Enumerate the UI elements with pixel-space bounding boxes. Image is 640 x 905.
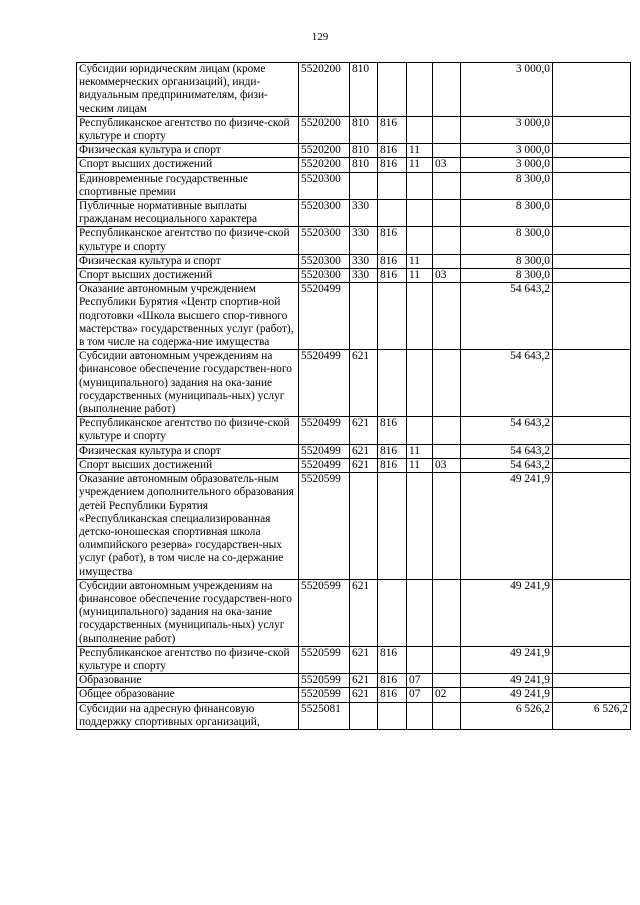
amount-extra [553,227,631,254]
row-name: Физическая культура и спорт [77,254,299,268]
section-code: 07 [407,688,433,702]
amount-extra [553,269,631,283]
amount: 54 643,2 [461,417,553,444]
row-name: Субсидии автономным учреждениям на финансовое обеспечение государствен-ного (муниципального) задания на ока-зание государственных (муниципаль-ных) услуг (выполнение работ) [77,579,299,646]
table-row [77,158,631,172]
expense-type-code: 621 [350,579,378,646]
section-code [407,63,433,117]
amount: 8 300,0 [461,254,553,268]
section-code [407,702,433,729]
table-row [77,646,631,673]
row-name: Единовременные государственные спортивные премии [77,172,299,199]
section-code [407,350,433,417]
target-article-code: 5520300 [299,269,350,283]
amount-extra [553,688,631,702]
target-article-code: 5520200 [299,144,350,158]
expense-type-code [350,172,378,199]
table-row [77,116,631,143]
subsection-code [433,254,461,268]
row-name: Оказание автономным образователь-ным учреждением дополнительного образования детей Республики Бурятия «Республиканская специализированная детско-юношеская спортивная школа олимпийского резерва» государствен-ных услуг (работ), в том числе на со-держание имущества [77,473,299,580]
administrator-code [378,63,407,117]
administrator-code [378,473,407,580]
row-name: Спорт высших достижений [77,458,299,472]
subsection-code [433,646,461,673]
amount-extra [553,63,631,117]
expense-type-code: 810 [350,144,378,158]
administrator-code: 816 [378,674,407,688]
expense-type-code [350,473,378,580]
section-code [407,417,433,444]
table-row [77,254,631,268]
section-code: 11 [407,458,433,472]
table-row [77,283,631,350]
amount: 54 643,2 [461,283,553,350]
amount: 49 241,9 [461,579,553,646]
target-article-code: 5520200 [299,116,350,143]
expense-type-code: 621 [350,674,378,688]
subsection-code [433,116,461,143]
amount-extra [553,172,631,199]
target-article-code: 5520499 [299,417,350,444]
budget-table [76,62,631,730]
amount-extra [553,200,631,227]
section-code: 07 [407,674,433,688]
expense-type-code [350,702,378,729]
amount-extra [553,417,631,444]
subsection-code: 02 [433,688,461,702]
table-row [77,458,631,472]
section-code [407,172,433,199]
administrator-code: 816 [378,417,407,444]
subsection-code: 03 [433,269,461,283]
section-code: 11 [407,269,433,283]
target-article-code: 5520599 [299,473,350,580]
expense-type-code: 621 [350,646,378,673]
amount-extra [553,144,631,158]
section-code [407,646,433,673]
amount: 49 241,9 [461,688,553,702]
amount: 3 000,0 [461,144,553,158]
amount-extra [553,458,631,472]
row-name: Субсидии автономным учреждениям на финансовое обеспечение государствен-ного (муниципального) задания на ока-зание государственных (муниципаль-ных) услуг (выполнение работ) [77,350,299,417]
section-code: 11 [407,254,433,268]
amount: 49 241,9 [461,674,553,688]
administrator-code: 816 [378,144,407,158]
amount-extra [553,116,631,143]
target-article-code: 5520499 [299,350,350,417]
expense-type-code [350,283,378,350]
administrator-code [378,579,407,646]
section-code [407,473,433,580]
target-article-code: 5520300 [299,172,350,199]
table-row [77,350,631,417]
row-name: Общее образование [77,688,299,702]
section-code: 11 [407,144,433,158]
table-row [77,688,631,702]
amount: 3 000,0 [461,63,553,117]
row-name: Республиканское агентство по физиче-ской культуре и спорту [77,417,299,444]
amount-extra [553,579,631,646]
amount: 49 241,9 [461,646,553,673]
amount: 6 526,2 [461,702,553,729]
subsection-code [433,702,461,729]
expense-type-code: 330 [350,227,378,254]
amount-extra [553,444,631,458]
administrator-code: 816 [378,646,407,673]
target-article-code: 5520599 [299,688,350,702]
table-row [77,417,631,444]
expense-type-code: 330 [350,254,378,268]
section-code [407,200,433,227]
target-article-code: 5520599 [299,579,350,646]
target-article-code: 5520200 [299,63,350,117]
row-name: Субсидии юридическим лицам (кроме некоммерческих организаций), инди-видуальным предпринимателям, физи-ческим лицам [77,63,299,117]
amount: 54 643,2 [461,458,553,472]
target-article-code: 5520200 [299,158,350,172]
subsection-code [433,63,461,117]
amount-extra: 6 526,2 [553,702,631,729]
target-article-code: 5520499 [299,283,350,350]
section-code [407,283,433,350]
administrator-code: 816 [378,116,407,143]
administrator-code [378,172,407,199]
table-row [77,144,631,158]
row-name: Республиканское агентство по физиче-ской культуре и спорту [77,646,299,673]
row-name: Республиканское агентство по физиче-ской культуре и спорту [77,227,299,254]
administrator-code: 816 [378,158,407,172]
amount: 49 241,9 [461,473,553,580]
subsection-code [433,579,461,646]
amount: 8 300,0 [461,172,553,199]
target-article-code: 5520499 [299,458,350,472]
expense-type-code: 621 [350,444,378,458]
expense-type-code: 330 [350,269,378,283]
subsection-code [433,172,461,199]
target-article-code: 5520300 [299,254,350,268]
section-code [407,227,433,254]
table-row [77,702,631,729]
table-row [77,63,631,117]
target-article-code: 5525081 [299,702,350,729]
administrator-code [378,702,407,729]
budget-table-body [77,63,631,730]
row-name: Оказание автономным учреждением Республики Бурятия «Центр спортив-ной подготовки «Школа высшего спор-тивного мастерства» государственных услуг (работ), в том числе на содержа-ние имущества [77,283,299,350]
amount: 3 000,0 [461,116,553,143]
amount: 3 000,0 [461,158,553,172]
administrator-code: 816 [378,269,407,283]
amount: 8 300,0 [461,227,553,254]
row-name: Образование [77,674,299,688]
table-row [77,172,631,199]
amount-extra [553,473,631,580]
section-code [407,116,433,143]
target-article-code: 5520599 [299,646,350,673]
amount-extra [553,646,631,673]
expense-type-code: 810 [350,63,378,117]
target-article-code: 5520300 [299,227,350,254]
target-article-code: 5520300 [299,200,350,227]
table-row [77,579,631,646]
table-row [77,269,631,283]
row-name: Публичные нормативные выплаты гражданам несоциального характера [77,200,299,227]
subsection-code [433,200,461,227]
administrator-code [378,200,407,227]
administrator-code: 816 [378,458,407,472]
subsection-code [433,417,461,444]
subsection-code [433,674,461,688]
section-code: 11 [407,444,433,458]
amount-extra [553,283,631,350]
row-name: Спорт высших достижений [77,269,299,283]
administrator-code [378,283,407,350]
administrator-code: 816 [378,254,407,268]
subsection-code [433,473,461,580]
row-name: Спорт высших достижений [77,158,299,172]
subsection-code: 03 [433,458,461,472]
amount: 8 300,0 [461,269,553,283]
amount-extra [553,254,631,268]
expense-type-code: 330 [350,200,378,227]
subsection-code: 03 [433,158,461,172]
row-name: Республиканское агентство по физиче-ской культуре и спорту [77,116,299,143]
target-article-code: 5520499 [299,444,350,458]
expense-type-code: 621 [350,458,378,472]
subsection-code [433,144,461,158]
target-article-code: 5520599 [299,674,350,688]
table-row [77,444,631,458]
section-code [407,579,433,646]
row-name: Физическая культура и спорт [77,444,299,458]
expense-type-code: 621 [350,688,378,702]
row-name: Физическая культура и спорт [77,144,299,158]
amount-extra [553,158,631,172]
amount: 54 643,2 [461,444,553,458]
subsection-code [433,444,461,458]
administrator-code: 816 [378,227,407,254]
subsection-code [433,283,461,350]
administrator-code: 816 [378,444,407,458]
subsection-code [433,350,461,417]
amount-extra [553,350,631,417]
table-row [77,227,631,254]
expense-type-code: 810 [350,116,378,143]
expense-type-code: 621 [350,350,378,417]
amount: 54 643,2 [461,350,553,417]
amount-extra [553,674,631,688]
subsection-code [433,227,461,254]
table-row [77,473,631,580]
page-number: 129 [311,31,329,43]
administrator-code: 816 [378,688,407,702]
administrator-code [378,350,407,417]
expense-type-code: 810 [350,158,378,172]
expense-type-code: 621 [350,417,378,444]
row-name: Субсидии на адресную финансовую поддержку спортивных организаций, [77,702,299,729]
section-code: 11 [407,158,433,172]
amount: 8 300,0 [461,200,553,227]
table-row [77,674,631,688]
table-row [77,200,631,227]
